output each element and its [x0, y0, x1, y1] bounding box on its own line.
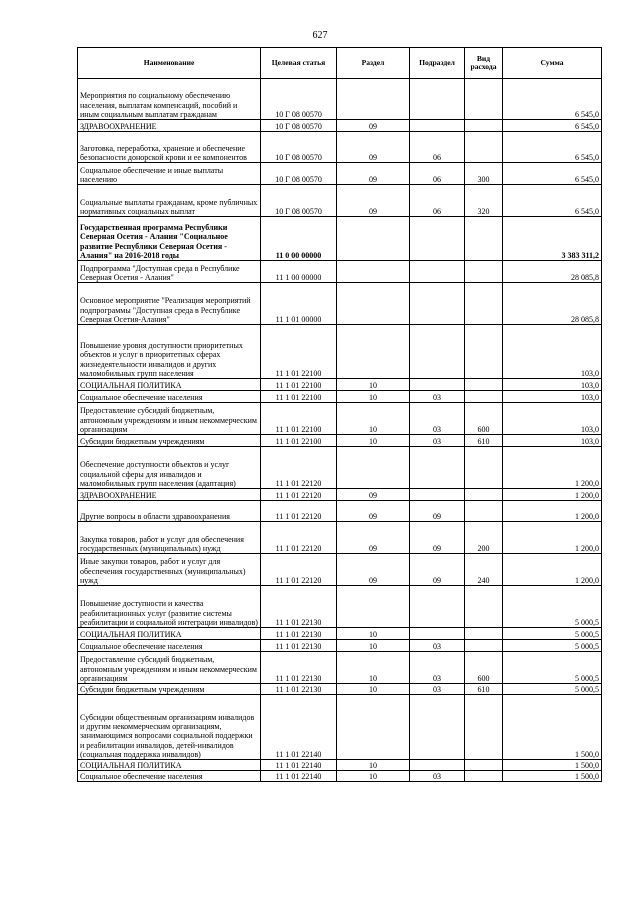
table-row: [78, 695, 602, 760]
table-body: [78, 79, 602, 782]
cell-sum: 6 545,0: [503, 120, 602, 132]
cell-code: 11 1 01 22140: [261, 695, 337, 760]
table-row: [78, 447, 602, 489]
cell-section: 10: [337, 391, 410, 403]
cell-subsection: 03: [410, 771, 465, 782]
cell-section: 10: [337, 652, 410, 684]
cell-code: 11 1 01 22100: [261, 325, 337, 379]
cell-subsection: [410, 79, 465, 120]
cell-sum: 5 000,5: [503, 586, 602, 628]
cell-section: 09: [337, 489, 410, 501]
cell-expense-type: [465, 132, 503, 163]
table-row: [78, 684, 602, 695]
cell-name: Другие вопросы в области здравоохранения: [78, 501, 261, 522]
cell-expense-type: [465, 79, 503, 120]
cell-name: Предоставление субсидий бюджетным, автономным учреждениям и иным некоммерческим организациям: [78, 403, 261, 435]
cell-code: 11 1 01 22120: [261, 501, 337, 522]
cell-code: 11 1 01 22120: [261, 522, 337, 554]
header-code: Целевая статья: [261, 48, 337, 79]
cell-subsection: [410, 628, 465, 640]
cell-sum: 1 500,0: [503, 760, 602, 771]
table-row: [78, 120, 602, 132]
cell-expense-type: [465, 120, 503, 132]
cell-subsection: [410, 586, 465, 628]
cell-sum: 1 200,0: [503, 447, 602, 489]
cell-subsection: 03: [410, 403, 465, 435]
cell-section: 09: [337, 163, 410, 185]
cell-section: 09: [337, 185, 410, 217]
cell-section: 09: [337, 554, 410, 586]
cell-sum: 1 200,0: [503, 554, 602, 586]
cell-code: 10 Г 08 00570: [261, 163, 337, 185]
table-row: [78, 489, 602, 501]
cell-section: [337, 695, 410, 760]
cell-expense-type: 600: [465, 403, 503, 435]
cell-sum: 5 000,5: [503, 628, 602, 640]
cell-sum: 6 545,0: [503, 132, 602, 163]
cell-expense-type: [465, 391, 503, 403]
cell-sum: 3 383 311,2: [503, 217, 602, 261]
cell-expense-type: [465, 283, 503, 325]
table-row: [78, 554, 602, 586]
cell-section: 09: [337, 501, 410, 522]
table-row: [78, 79, 602, 120]
cell-section: [337, 283, 410, 325]
cell-name: Повышение уровня доступности приоритетных объектов и услуг в приоритетных сферах жизнедеятельности инвалидов и других маломобильных групп населения: [78, 325, 261, 379]
cell-subsection: 03: [410, 640, 465, 652]
cell-expense-type: [465, 261, 503, 283]
table-row: [78, 185, 602, 217]
cell-code: 11 1 01 00000: [261, 283, 337, 325]
cell-subsection: 09: [410, 522, 465, 554]
cell-sum: 103,0: [503, 325, 602, 379]
cell-name: Субсидии общественным организациям инвалидов и другим некоммерческим организациям, занимающимся вопросами социальной поддержки и реабилитации инвалидов, детей-инвалидов (социальная поддержка инвалидов): [78, 695, 261, 760]
header-subsection: Подраздел: [410, 48, 465, 79]
cell-sum: 103,0: [503, 379, 602, 391]
cell-subsection: 03: [410, 652, 465, 684]
cell-expense-type: 610: [465, 435, 503, 447]
cell-code: 11 1 01 22130: [261, 640, 337, 652]
cell-name: Государственная программа Республики Северная Осетия - Алания "Социальное развитие Республики Северная Осетия - Алания" на 2016-2018 годы: [78, 217, 261, 261]
cell-code: 11 1 01 22100: [261, 403, 337, 435]
cell-sum: 28 085,8: [503, 283, 602, 325]
cell-code: 11 1 01 22100: [261, 435, 337, 447]
cell-name: Социальное обеспечение населения: [78, 640, 261, 652]
cell-expense-type: [465, 628, 503, 640]
cell-sum: 5 000,5: [503, 640, 602, 652]
cell-expense-type: 300: [465, 163, 503, 185]
cell-section: 10: [337, 435, 410, 447]
cell-subsection: [410, 379, 465, 391]
table-row: [78, 217, 602, 261]
cell-sum: 5 000,5: [503, 652, 602, 684]
cell-section: 10: [337, 403, 410, 435]
table-row: [78, 522, 602, 554]
cell-section: [337, 586, 410, 628]
cell-name: Социальное обеспечение населения: [78, 771, 261, 782]
cell-section: 10: [337, 684, 410, 695]
cell-expense-type: [465, 325, 503, 379]
cell-code: 11 1 01 22120: [261, 489, 337, 501]
cell-subsection: 09: [410, 501, 465, 522]
cell-name: Закупка товаров, работ и услуг для обеспечения государственных (муниципальных) нужд: [78, 522, 261, 554]
cell-expense-type: [465, 501, 503, 522]
table-row: [78, 501, 602, 522]
header-expense-type: Вид расхода: [465, 48, 503, 79]
cell-subsection: [410, 695, 465, 760]
cell-code: 10 Г 08 00570: [261, 185, 337, 217]
table-row: [78, 379, 602, 391]
cell-section: [337, 217, 410, 261]
cell-code: 11 1 01 22130: [261, 628, 337, 640]
cell-code: 10 Г 08 00570: [261, 132, 337, 163]
cell-expense-type: 200: [465, 522, 503, 554]
cell-name: Предоставление субсидий бюджетным, автономным учреждениям и иным некоммерческим организациям: [78, 652, 261, 684]
cell-sum: 103,0: [503, 391, 602, 403]
cell-subsection: 03: [410, 391, 465, 403]
budget-table: [77, 47, 602, 782]
cell-expense-type: 320: [465, 185, 503, 217]
cell-code: 11 1 01 22100: [261, 379, 337, 391]
table-row: [78, 640, 602, 652]
cell-sum: 1 200,0: [503, 489, 602, 501]
cell-section: [337, 79, 410, 120]
cell-section: 09: [337, 132, 410, 163]
cell-name: Заготовка, переработка, хранение и обеспечение безопасности донорской крови и ее компонентов: [78, 132, 261, 163]
cell-sum: 1 200,0: [503, 522, 602, 554]
cell-sum: 6 545,0: [503, 185, 602, 217]
cell-sum: 103,0: [503, 435, 602, 447]
table-row: [78, 435, 602, 447]
cell-expense-type: 240: [465, 554, 503, 586]
cell-expense-type: [465, 640, 503, 652]
table-row: [78, 586, 602, 628]
cell-subsection: [410, 261, 465, 283]
header-name: Наименование: [78, 48, 261, 79]
cell-subsection: [410, 217, 465, 261]
cell-name: Мероприятия по социальному обеспечению населения, выплатам компенсаций, пособий и иным социальным выплатам гражданам: [78, 79, 261, 120]
cell-section: 10: [337, 760, 410, 771]
cell-section: [337, 447, 410, 489]
cell-code: 11 1 01 22140: [261, 760, 337, 771]
table-row: [78, 771, 602, 782]
cell-subsection: 03: [410, 684, 465, 695]
cell-section: [337, 325, 410, 379]
cell-name: Субсидии бюджетным учреждениям: [78, 684, 261, 695]
page-number: 627: [312, 30, 328, 41]
cell-expense-type: [465, 447, 503, 489]
table-row: [78, 283, 602, 325]
table-row: [78, 261, 602, 283]
cell-code: 11 1 01 22100: [261, 391, 337, 403]
cell-name: Социальные выплаты гражданам, кроме публичных нормативных социальных выплат: [78, 185, 261, 217]
table-row: [78, 391, 602, 403]
cell-name: СОЦИАЛЬНАЯ ПОЛИТИКА: [78, 628, 261, 640]
cell-name: Социальное обеспечение и иные выплаты населению: [78, 163, 261, 185]
table-row: [78, 325, 602, 379]
cell-section: 10: [337, 379, 410, 391]
cell-code: 11 0 00 00000: [261, 217, 337, 261]
cell-name: Основное мероприятие "Реализация мероприятий подпрограммы "Доступная среда в Республике Северная Осетия-Алания": [78, 283, 261, 325]
table-row: [78, 760, 602, 771]
cell-subsection: [410, 760, 465, 771]
table-row: [78, 163, 602, 185]
table-row: [78, 652, 602, 684]
cell-expense-type: [465, 760, 503, 771]
cell-expense-type: [465, 379, 503, 391]
cell-name: ЗДРАВООХРАНЕНИЕ: [78, 489, 261, 501]
cell-expense-type: [465, 489, 503, 501]
table-row: [78, 132, 602, 163]
cell-sum: 6 545,0: [503, 163, 602, 185]
cell-subsection: 06: [410, 163, 465, 185]
cell-section: 09: [337, 522, 410, 554]
cell-expense-type: [465, 217, 503, 261]
header-section: Раздел: [337, 48, 410, 79]
cell-subsection: 03: [410, 435, 465, 447]
cell-section: [337, 261, 410, 283]
cell-name: Обеспечение доступности объектов и услуг социальной сферы для инвалидов и маломобильных групп населения (адаптация): [78, 447, 261, 489]
cell-sum: 1 500,0: [503, 695, 602, 760]
cell-code: 11 1 01 22140: [261, 771, 337, 782]
cell-name: Социальное обеспечение населения: [78, 391, 261, 403]
cell-subsection: 09: [410, 554, 465, 586]
cell-section: 10: [337, 628, 410, 640]
cell-code: 10 Г 08 00570: [261, 120, 337, 132]
table-row: [78, 403, 602, 435]
cell-expense-type: 600: [465, 652, 503, 684]
cell-code: 11 1 01 22120: [261, 447, 337, 489]
cell-sum: 6 545,0: [503, 79, 602, 120]
table-row: [78, 628, 602, 640]
cell-sum: 103,0: [503, 403, 602, 435]
cell-name: Повышение доступности и качества реабилитационных услуг (развитие системы реабилитации и социальной интеграции инвалидов): [78, 586, 261, 628]
cell-name: СОЦИАЛЬНАЯ ПОЛИТИКА: [78, 760, 261, 771]
cell-subsection: 06: [410, 132, 465, 163]
cell-expense-type: [465, 771, 503, 782]
cell-name: ЗДРАВООХРАНЕНИЕ: [78, 120, 261, 132]
cell-subsection: 06: [410, 185, 465, 217]
cell-section: 09: [337, 120, 410, 132]
header-sum: Сумма: [503, 48, 602, 79]
cell-name: Иные закупки товаров, работ и услуг для обеспечения государственных (муниципальных) нужд: [78, 554, 261, 586]
cell-section: 10: [337, 640, 410, 652]
cell-name: Субсидии бюджетным учреждениям: [78, 435, 261, 447]
table-header: [78, 48, 602, 79]
cell-sum: 1 200,0: [503, 501, 602, 522]
cell-expense-type: [465, 695, 503, 760]
cell-sum: 1 500,0: [503, 771, 602, 782]
cell-code: 11 1 01 22130: [261, 586, 337, 628]
cell-expense-type: 610: [465, 684, 503, 695]
cell-code: 10 Г 08 00570: [261, 79, 337, 120]
cell-subsection: [410, 325, 465, 379]
cell-sum: 5 000,5: [503, 684, 602, 695]
cell-expense-type: [465, 586, 503, 628]
cell-code: 11 1 01 22120: [261, 554, 337, 586]
cell-sum: 28 085,8: [503, 261, 602, 283]
cell-name: СОЦИАЛЬНАЯ ПОЛИТИКА: [78, 379, 261, 391]
cell-subsection: [410, 489, 465, 501]
cell-subsection: [410, 283, 465, 325]
cell-subsection: [410, 447, 465, 489]
cell-name: Подпрограмма "Доступная среда в Республике Северная Осетия - Алания": [78, 261, 261, 283]
cell-code: 11 1 01 22130: [261, 652, 337, 684]
cell-section: 10: [337, 771, 410, 782]
cell-subsection: [410, 120, 465, 132]
cell-code: 11 1 01 22130: [261, 684, 337, 695]
cell-code: 11 1 00 00000: [261, 261, 337, 283]
